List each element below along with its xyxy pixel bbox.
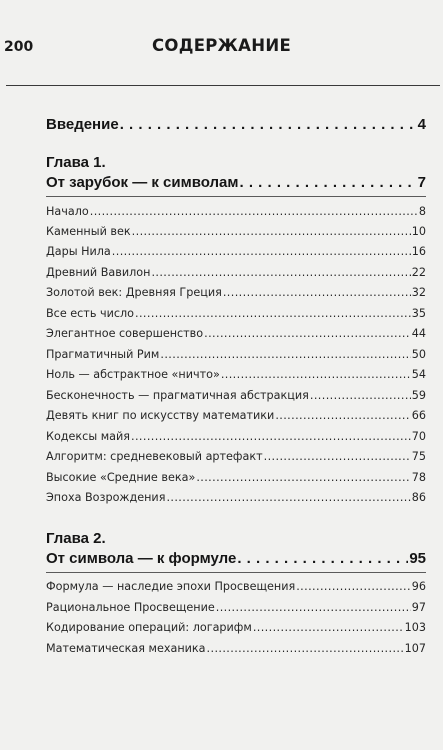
toc-entry[interactable] (46, 621, 426, 634)
toc-entry-page: 32 (411, 286, 426, 299)
toc-entry-title: Кодексы майя (46, 430, 130, 443)
dot-leader (275, 409, 410, 422)
toc-entry-title: Бесконечность — прагматичная абстракция (46, 389, 309, 402)
dot-leader (196, 471, 410, 484)
toc-entry[interactable] (46, 307, 426, 320)
toc-entry[interactable] (46, 368, 426, 381)
toc-entry-title: Дары Нила (46, 245, 111, 258)
dot-leader (239, 174, 416, 191)
toc-entry-title: Формула — наследие эпохи Просвещения (46, 580, 296, 593)
toc-entry-title: Девять книг по искусству математики (46, 409, 275, 422)
toc-entry-title: Золотой век: Древняя Греция (46, 286, 222, 299)
chapter-2-label: Глава 2. (46, 530, 106, 547)
toc-entry-title: Высокие «Средние века» (46, 471, 196, 484)
dot-leader (151, 266, 410, 279)
toc-entry-page: 75 (411, 450, 426, 463)
toc-entry-page: 103 (404, 621, 426, 634)
chapter-1-label: Глава 1. (46, 154, 106, 171)
toc-entry-title: Каменный век (46, 225, 131, 238)
page-title: СОДЕРЖАНИЕ (151, 36, 292, 55)
toc-entry-page: 54 (411, 368, 426, 381)
toc-entry-page: 50 (411, 348, 426, 361)
toc-entry[interactable] (46, 389, 426, 402)
toc-entry-title: Эпоха Возрождения (46, 491, 166, 504)
toc-entry[interactable] (46, 327, 426, 340)
toc-entry-title: От символа — к формуле (46, 550, 237, 567)
toc-entry-page: 66 (411, 409, 426, 422)
toc-entry-chapter-1[interactable] (46, 174, 426, 191)
dot-leader (223, 286, 411, 299)
toc-entry[interactable] (46, 266, 426, 279)
toc-entry-page: 7 (417, 174, 426, 191)
toc-entry-title: Начало (46, 205, 89, 218)
chapter-2-underline (46, 572, 426, 573)
toc-entry-title: От зарубок — к символам (46, 174, 239, 191)
page-number: 200 (4, 39, 34, 55)
dot-leader (131, 430, 411, 443)
toc-entry[interactable] (46, 286, 426, 299)
dot-leader (120, 116, 417, 133)
toc-entry-page: 59 (411, 389, 426, 402)
dot-leader (310, 389, 411, 402)
toc-entry-page: 8 (418, 205, 426, 218)
dot-leader (207, 642, 404, 655)
toc-entry[interactable] (46, 205, 426, 218)
toc-entry-title: Древний Вавилон (46, 266, 151, 279)
toc-entry[interactable] (46, 348, 426, 361)
toc-entry-intro[interactable] (46, 116, 426, 133)
dot-leader (132, 225, 411, 238)
toc-entry[interactable] (46, 491, 426, 504)
toc-entry[interactable] (46, 450, 426, 463)
header-rule (6, 85, 440, 86)
dot-leader (166, 491, 410, 504)
dot-leader (221, 368, 411, 381)
toc-entry-page: 107 (404, 642, 426, 655)
toc-entry-page: 16 (411, 245, 426, 258)
toc-entry-title: Кодирование операций: логарифм (46, 621, 252, 634)
toc-entry-title: Ноль — абстрактное «ничто» (46, 368, 220, 381)
dot-leader (135, 307, 411, 320)
dot-leader (204, 327, 411, 340)
toc-entry-page: 70 (411, 430, 426, 443)
toc-entry-title: Элегантное совершенство (46, 327, 204, 340)
toc-entry-page: 97 (411, 601, 426, 614)
dot-leader (160, 348, 410, 361)
dot-leader (112, 245, 411, 258)
toc-entry-page: 10 (411, 225, 426, 238)
toc-entry[interactable] (46, 471, 426, 484)
toc-entry[interactable] (46, 245, 426, 258)
toc-entry-page: 78 (411, 471, 426, 484)
toc-entry-chapter-2[interactable] (46, 550, 426, 567)
chapter-1-underline (46, 196, 426, 197)
toc-entry-title: Введение (46, 116, 119, 133)
toc-entry-page: 86 (411, 491, 426, 504)
toc-entry-title: Все есть число (46, 307, 134, 320)
toc-entry-title: Прагматичный Рим (46, 348, 160, 361)
dot-leader (264, 450, 411, 463)
toc-entry-title: Рациональное Просвещение (46, 601, 215, 614)
toc-entry[interactable] (46, 580, 426, 593)
toc-entry-title: Математическая механика (46, 642, 206, 655)
dot-leader (296, 580, 411, 593)
toc-entry[interactable] (46, 225, 426, 238)
toc-entry[interactable] (46, 409, 426, 422)
toc-entry[interactable] (46, 642, 426, 655)
toc-entry[interactable] (46, 430, 426, 443)
dot-leader (253, 621, 404, 634)
toc-entry-page: 96 (411, 580, 426, 593)
toc-entry-page: 22 (411, 266, 426, 279)
toc-entry-page: 4 (417, 116, 426, 133)
toc-entry-page: 44 (411, 327, 426, 340)
toc-entry-page: 95 (409, 550, 426, 567)
toc-entry[interactable] (46, 601, 426, 614)
toc-entry-title: Алгоритм: средневековый артефакт (46, 450, 263, 463)
dot-leader (237, 550, 408, 567)
toc-entry-page: 35 (411, 307, 426, 320)
dot-leader (90, 205, 418, 218)
dot-leader (216, 601, 411, 614)
